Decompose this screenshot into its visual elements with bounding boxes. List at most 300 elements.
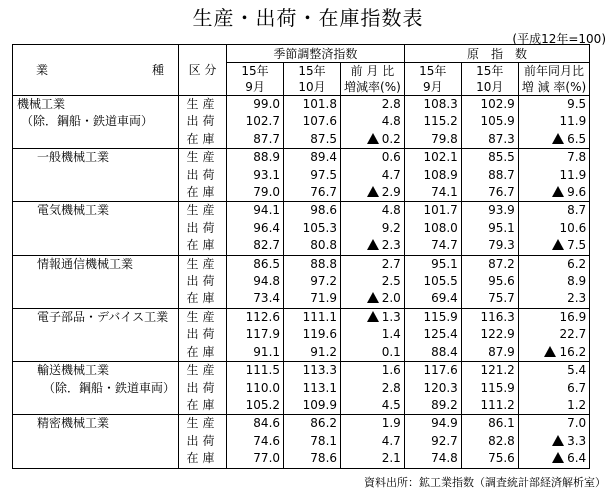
cell-value: 125.4 (423, 327, 458, 342)
table-row (13, 433, 590, 450)
index-value-cell (284, 273, 341, 290)
change-rate-cell (341, 131, 405, 149)
cell-value: 1.4 (381, 327, 401, 342)
table-row (13, 237, 590, 255)
cell-value: 86.2 (310, 416, 338, 431)
cell-value: 97.2 (310, 274, 338, 289)
index-value-cell (461, 450, 518, 468)
cell-value: 120.3 (423, 380, 458, 395)
cell-value: 71.9 (310, 291, 338, 306)
decrease-triangle-icon (544, 346, 556, 357)
cell-value: 101.8 (302, 97, 338, 111)
category-cell: 生産 (179, 415, 227, 433)
cell-value: 88.8 (310, 256, 338, 271)
table-title: 生産・出荷・在庫指数表 (192, 6, 424, 30)
cell-value: 79.3 (488, 238, 515, 253)
change-rate-cell (341, 149, 405, 167)
industry-cell-empty (13, 450, 179, 468)
change-rate-cell (341, 415, 405, 433)
industry-cell-empty (13, 184, 179, 202)
index-value-cell (404, 255, 461, 273)
industry-cell-empty (13, 397, 179, 415)
industry-name: 電気機械工業 (13, 202, 179, 220)
change-rate-cell (341, 450, 405, 468)
category-cell: 生産 (179, 149, 227, 167)
index-value-cell (227, 149, 284, 167)
cell-value: 2.0 (381, 291, 401, 306)
cell-value: 87.3 (488, 131, 515, 146)
category-cell: 在庫 (179, 131, 227, 149)
index-value-cell (227, 397, 284, 415)
cell-value: 89.2 (431, 397, 458, 412)
index-value-cell (461, 202, 518, 220)
table-row (13, 255, 590, 273)
change-rate-cell (518, 415, 589, 433)
cell-value: 82.7 (253, 238, 281, 253)
index-value-cell (404, 184, 461, 202)
category-cell: 出荷 (179, 380, 227, 397)
cell-value: 102.1 (423, 150, 458, 165)
header-group-seasonally-adjusted: 季節調整済指数 (227, 45, 405, 63)
cell-value: 93.9 (488, 203, 515, 218)
industry-name: 情報通信機械工業 (13, 255, 179, 273)
cell-value: 91.1 (253, 344, 281, 359)
index-value-cell (404, 237, 461, 255)
index-value-cell (284, 255, 341, 273)
change-rate-cell (518, 167, 589, 184)
industry-cell-empty (13, 131, 179, 149)
source-note: 資料出所：鉱工業指数（調査統計部経済解析室） (364, 476, 606, 489)
change-rate-cell (518, 220, 589, 237)
cell-value: 111.5 (245, 363, 281, 378)
index-value-cell (284, 131, 341, 149)
index-value-cell (227, 290, 284, 308)
cell-value: 88.4 (431, 344, 458, 359)
cell-value: 69.4 (431, 291, 458, 306)
change-rate-cell (341, 433, 405, 450)
table-row (13, 113, 590, 130)
change-rate-cell (518, 202, 589, 220)
index-value-cell (284, 326, 341, 343)
index-value-cell (284, 149, 341, 167)
cell-value: 88.7 (488, 167, 515, 182)
decrease-triangle-icon (552, 133, 564, 144)
index-value-cell (227, 415, 284, 433)
header-col-orig-oct: 15年 10月 (461, 63, 518, 96)
cell-value: 3.3 (567, 433, 587, 448)
cell-value: 87.2 (488, 256, 515, 271)
cell-value: 107.6 (302, 114, 338, 129)
cell-value: 2.3 (381, 238, 401, 253)
index-value-cell (404, 220, 461, 237)
category-cell: 出荷 (179, 113, 227, 130)
category-cell: 生産 (179, 96, 227, 114)
cell-value: 8.9 (567, 274, 587, 289)
index-value-cell (461, 308, 518, 326)
change-rate-cell (341, 326, 405, 343)
cell-value: 7.0 (567, 416, 587, 431)
cell-value: 119.6 (302, 327, 338, 342)
cell-value: 94.1 (253, 203, 281, 218)
header-industry-char2: 種 (152, 63, 165, 77)
table-row (13, 326, 590, 343)
cell-value: 113.1 (302, 380, 338, 395)
change-rate-cell (518, 362, 589, 380)
index-value-cell (284, 397, 341, 415)
cell-value: 9.5 (567, 97, 587, 111)
cell-value: 89.4 (310, 150, 338, 165)
change-rate-cell (341, 202, 405, 220)
cell-value: 1.6 (381, 363, 401, 378)
change-rate-cell (518, 450, 589, 468)
cell-value: 79.8 (431, 131, 458, 146)
change-rate-cell (341, 184, 405, 202)
cell-value: 2.8 (381, 97, 401, 111)
cell-value: 88.9 (253, 150, 281, 165)
cell-value: 86.1 (488, 416, 515, 431)
cell-value: 85.5 (488, 150, 515, 165)
index-value-cell (461, 237, 518, 255)
cell-value: 113.3 (302, 363, 338, 378)
decrease-triangle-icon (367, 292, 379, 303)
table-body (13, 96, 590, 469)
index-value-cell (227, 202, 284, 220)
base-year-note: (平成12年=100) (512, 32, 606, 46)
industry-name: 電子部品・デバイス工業 (13, 308, 179, 326)
table-row (13, 344, 590, 362)
category-cell: 在庫 (179, 344, 227, 362)
table-row (13, 308, 590, 326)
index-value-cell (227, 113, 284, 130)
cell-value: 99.0 (253, 97, 281, 111)
index-value-cell (461, 326, 518, 343)
cell-value: 74.6 (253, 433, 281, 448)
cell-value: 115.9 (423, 309, 458, 324)
cell-value: 75.6 (488, 451, 515, 466)
cell-value: 4.8 (381, 114, 401, 129)
industry-name: 精密機械工業 (13, 415, 179, 433)
decrease-triangle-icon (552, 435, 564, 446)
cell-value: 115.9 (480, 380, 515, 395)
table-row (13, 131, 590, 149)
industry-cell-empty (13, 290, 179, 308)
cell-value: 4.7 (381, 433, 401, 448)
index-value-cell (461, 344, 518, 362)
cell-value: 10.6 (559, 220, 587, 235)
cell-value: 94.8 (253, 274, 281, 289)
category-cell: 出荷 (179, 273, 227, 290)
index-value-cell (227, 362, 284, 380)
table-row (13, 397, 590, 415)
cell-value: 78.6 (310, 451, 338, 466)
index-value-cell (284, 344, 341, 362)
table-row (13, 380, 590, 397)
index-value-cell (404, 202, 461, 220)
cell-value: 1.9 (381, 416, 401, 431)
change-rate-cell (518, 149, 589, 167)
cell-value: 0.1 (381, 344, 401, 359)
index-value-cell (461, 255, 518, 273)
cell-value: 111.1 (302, 309, 338, 324)
index-value-cell (404, 450, 461, 468)
cell-value: 91.2 (310, 344, 338, 359)
cell-value: 6.5 (567, 131, 587, 146)
index-value-cell (461, 380, 518, 397)
index-value-cell (284, 96, 341, 114)
cell-value: 105.9 (480, 114, 515, 129)
industry-name: 機械工業 (13, 96, 179, 114)
cell-value: 109.9 (302, 397, 338, 412)
index-value-cell (404, 362, 461, 380)
cell-value: 121.2 (480, 363, 515, 378)
index-value-cell (461, 184, 518, 202)
table-row (13, 220, 590, 237)
cell-value: 2.9 (381, 185, 401, 200)
cell-value: 108.3 (423, 97, 458, 111)
table-row (13, 450, 590, 468)
index-value-cell (227, 167, 284, 184)
cell-value: 2.3 (567, 291, 587, 306)
cell-value: 22.7 (559, 327, 587, 342)
header-industry-char1: 業 (35, 63, 48, 77)
cell-value: 117.9 (245, 327, 281, 342)
category-cell: 出荷 (179, 433, 227, 450)
index-value-cell (404, 167, 461, 184)
cell-value: 105.5 (423, 274, 458, 289)
cell-value: 11.9 (559, 114, 587, 129)
cell-value: 105.2 (245, 397, 281, 412)
index-value-cell (227, 450, 284, 468)
decrease-triangle-icon (367, 311, 379, 322)
industry-cell-empty (13, 220, 179, 237)
category-cell: 在庫 (179, 450, 227, 468)
category-cell: 生産 (179, 308, 227, 326)
cell-value: 111.2 (480, 397, 515, 412)
index-value-cell (227, 326, 284, 343)
cell-value: 74.7 (431, 238, 458, 253)
index-value-cell (461, 273, 518, 290)
index-value-cell (404, 149, 461, 167)
change-rate-cell (341, 397, 405, 415)
cell-value: 102.7 (245, 114, 281, 129)
index-value-cell (461, 131, 518, 149)
cell-value: 122.9 (480, 327, 515, 342)
index-value-cell (461, 220, 518, 237)
decrease-triangle-icon (552, 186, 564, 197)
change-rate-cell (518, 433, 589, 450)
index-value-cell (404, 344, 461, 362)
index-value-cell (227, 255, 284, 273)
cell-value: 105.3 (302, 220, 338, 235)
index-value-cell (404, 433, 461, 450)
index-value-cell (404, 113, 461, 130)
cell-value: 115.2 (423, 114, 458, 129)
change-rate-cell (341, 96, 405, 114)
cell-value: 6.7 (567, 380, 587, 395)
cell-value: 116.3 (480, 309, 515, 324)
cell-value: 96.4 (253, 220, 281, 235)
index-value-cell (284, 380, 341, 397)
cell-value: 110.0 (245, 380, 281, 395)
cell-value: 84.6 (253, 416, 281, 431)
cell-value: 2.8 (381, 380, 401, 395)
index-value-cell (284, 362, 341, 380)
index-value-cell (404, 380, 461, 397)
table-row (13, 167, 590, 184)
change-rate-cell (341, 255, 405, 273)
cell-value: 87.7 (253, 131, 281, 146)
change-rate-cell (341, 380, 405, 397)
decrease-triangle-icon (367, 133, 379, 144)
change-rate-cell (518, 273, 589, 290)
category-cell: 生産 (179, 255, 227, 273)
cell-value: 74.8 (431, 451, 458, 466)
cell-value: 11.9 (559, 167, 587, 182)
index-value-cell (284, 433, 341, 450)
change-rate-cell (341, 273, 405, 290)
cell-value: 87.9 (488, 344, 515, 359)
change-rate-cell (341, 290, 405, 308)
cell-value: 77.0 (253, 451, 281, 466)
cell-value: 6.4 (567, 451, 587, 466)
index-value-cell (404, 308, 461, 326)
change-rate-cell (341, 113, 405, 130)
header-col-sa-sep: 15年 9月 (227, 63, 284, 96)
change-rate-cell (341, 308, 405, 326)
cell-value: 75.7 (488, 291, 515, 306)
index-value-cell (284, 202, 341, 220)
table-row (13, 415, 590, 433)
table-row (13, 290, 590, 308)
industry-cell-empty (13, 237, 179, 255)
index-value-cell (404, 273, 461, 290)
table-row (13, 362, 590, 380)
index-value-cell (227, 433, 284, 450)
decrease-triangle-icon (552, 239, 564, 250)
cell-value: 7.5 (567, 238, 587, 253)
industry-cell-empty (13, 167, 179, 184)
index-value-cell (284, 290, 341, 308)
cell-value: 93.1 (253, 167, 281, 182)
header-group-original: 原 指 数 (404, 45, 589, 63)
header-col-sa-oct: 15年 10月 (284, 63, 341, 96)
change-rate-cell (518, 380, 589, 397)
index-value-cell (461, 362, 518, 380)
table-row (13, 184, 590, 202)
cell-value: 76.7 (488, 185, 515, 200)
header-industry (13, 45, 179, 96)
change-rate-cell (341, 362, 405, 380)
table-row (13, 149, 590, 167)
cell-value: 1.2 (567, 397, 587, 412)
index-value-cell (227, 131, 284, 149)
cell-value: 2.7 (381, 256, 401, 271)
cell-value: 112.6 (245, 309, 281, 324)
cell-value: 95.6 (488, 274, 515, 289)
index-value-cell (404, 96, 461, 114)
cell-value: 95.1 (431, 256, 458, 271)
category-cell: 生産 (179, 202, 227, 220)
index-value-cell (284, 220, 341, 237)
industry-name: 輸送機械工業 (13, 362, 179, 380)
index-value-cell (461, 113, 518, 130)
change-rate-cell (518, 131, 589, 149)
industry-cell-empty (13, 326, 179, 343)
cell-value: 5.4 (567, 363, 587, 378)
index-value-cell (404, 131, 461, 149)
index-value-cell (284, 167, 341, 184)
category-cell: 出荷 (179, 220, 227, 237)
cell-value: 94.9 (431, 416, 458, 431)
index-value-cell (461, 290, 518, 308)
cell-value: 79.0 (253, 185, 281, 200)
index-value-cell (404, 290, 461, 308)
industry-cell-empty (13, 344, 179, 362)
header-col-yoy-change: 前年同月比 増 減 率(%) (518, 63, 589, 96)
cell-value: 92.7 (431, 433, 458, 448)
cell-value: 73.4 (253, 291, 281, 306)
cell-value: 82.8 (488, 433, 515, 448)
cell-value: 102.9 (480, 97, 515, 111)
cell-value: 9.2 (381, 220, 401, 235)
change-rate-cell (518, 308, 589, 326)
index-value-cell (284, 308, 341, 326)
change-rate-cell (518, 237, 589, 255)
change-rate-cell (341, 167, 405, 184)
category-cell: 生産 (179, 362, 227, 380)
table-row (13, 202, 590, 220)
index-value-cell (227, 273, 284, 290)
cell-value: 0.2 (381, 131, 401, 146)
cell-value: 98.6 (310, 203, 338, 218)
index-value-cell (284, 184, 341, 202)
index-value-cell (461, 397, 518, 415)
cell-value: 117.6 (423, 363, 458, 378)
index-value-cell (227, 308, 284, 326)
index-value-cell (461, 167, 518, 184)
change-rate-cell (518, 344, 589, 362)
cell-value: 4.8 (381, 203, 401, 218)
change-rate-cell (518, 397, 589, 415)
industry-name: 一般機械工業 (13, 149, 179, 167)
decrease-triangle-icon (367, 186, 379, 197)
change-rate-cell (518, 290, 589, 308)
category-cell: 出荷 (179, 326, 227, 343)
category-cell: 在庫 (179, 237, 227, 255)
cell-value: 108.9 (423, 167, 458, 182)
table-row (13, 273, 590, 290)
cell-value: 1.3 (381, 309, 401, 324)
cell-value: 4.5 (381, 397, 401, 412)
cell-value: 101.7 (423, 203, 458, 218)
cell-value: 97.5 (310, 167, 338, 182)
change-rate-cell (341, 237, 405, 255)
index-value-cell (461, 149, 518, 167)
change-rate-cell (518, 113, 589, 130)
cell-value: 87.5 (310, 131, 338, 146)
index-value-cell (227, 344, 284, 362)
cell-value: 0.6 (381, 150, 401, 165)
cell-value: 108.0 (423, 220, 458, 235)
decrease-triangle-icon (552, 452, 564, 463)
index-value-cell (461, 96, 518, 114)
cell-value: 7.8 (567, 150, 587, 165)
header-col-orig-sep: 15年 9月 (404, 63, 461, 96)
cell-value: 74.1 (431, 185, 458, 200)
category-cell: 在庫 (179, 184, 227, 202)
index-value-cell (461, 433, 518, 450)
cell-value: 80.8 (310, 238, 338, 253)
